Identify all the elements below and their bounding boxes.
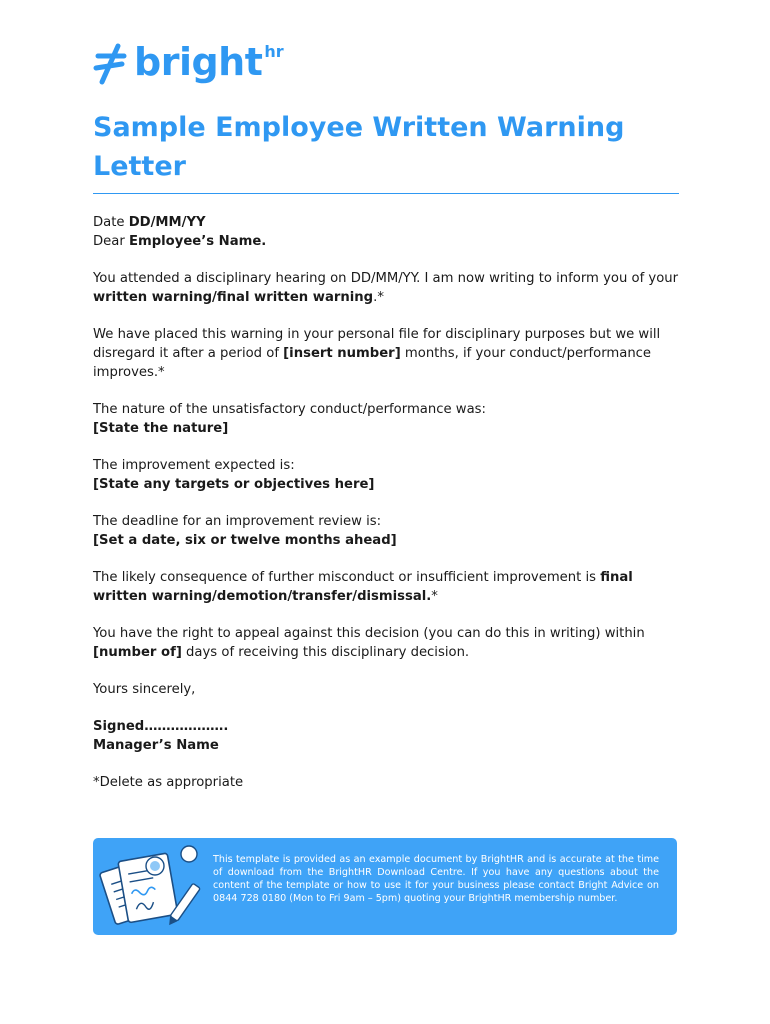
text-run: Yours sincerely, <box>93 682 196 697</box>
bold-text: Signed………………. <box>93 719 229 734</box>
text-run: *Delete as appropriate <box>93 775 244 790</box>
bold-text: [State the nature] <box>93 421 229 436</box>
letter-paragraph <box>93 400 683 438</box>
text-run: The likely consequence of further misconduct or insufficient improvement is <box>93 570 601 585</box>
document-certificate-icon <box>93 838 213 935</box>
letter-paragraph <box>93 325 683 382</box>
disclaimer-text: This template is provided as an example document by BrightHR and is accurate at the time of download from the BrightHR Download Centre. If you have any questions about the content of the template or how to use it for your business please contact Bright Advice on 0844 728 0180 (Mon to Fri 9am – 5pm) quoting your BrightHR membership number. <box>213 854 659 904</box>
letter-paragraph <box>93 269 683 307</box>
bold-text: [number of] <box>93 645 182 660</box>
bold-text: [insert number] <box>283 346 401 361</box>
bold-text: DD/MM/YY <box>128 215 206 230</box>
text-run: You have the right to appeal against this decision (you can do this in writing) within <box>93 626 645 641</box>
text-run: The nature of the unsatisfactory conduct/performance was: <box>93 402 486 417</box>
letter-paragraph <box>93 773 683 792</box>
text-run: We have placed this warning in your personal file for disciplinary purposes but we will disregard it after a period of <box>93 327 661 361</box>
text-run: .* <box>373 290 384 305</box>
text-run: The deadline for an improvement review is: <box>93 514 382 529</box>
text-run: months, if your conduct/performance improves.* <box>93 346 652 380</box>
letter-paragraph <box>93 456 683 494</box>
bold-text: [State any targets or objectives here] <box>93 477 375 492</box>
brighthr-star-icon <box>92 40 130 88</box>
logo-superscript: hr <box>264 42 284 61</box>
bold-text: final written warning/demotion/transfer/dismissal. <box>93 570 633 604</box>
letter-paragraph <box>93 717 683 755</box>
text-run: * <box>431 589 438 604</box>
letter-paragraph <box>93 680 683 699</box>
letter-paragraph <box>93 213 683 251</box>
letter-body <box>93 213 683 810</box>
letter-paragraph <box>93 568 683 606</box>
disclaimer-box <box>93 838 677 935</box>
text-run: Dear <box>93 234 129 249</box>
text-run: You attended a disciplinary hearing on DD/MM/YY. I am now writing to inform you of your <box>93 271 679 286</box>
bold-text: written warning/final written warning <box>93 290 374 305</box>
bold-text: [Set a date, six or twelve months ahead] <box>93 533 397 548</box>
brighthr-logo <box>92 40 284 90</box>
logo-wordmark: bright <box>134 40 263 84</box>
page-title: Sample Employee Written Warning Letter <box>93 112 625 182</box>
bold-text: Manager’s Name <box>93 738 219 753</box>
title-divider <box>93 193 679 194</box>
text-run: Date <box>93 215 129 230</box>
text-run: The improvement expected is: <box>93 458 295 473</box>
letter-paragraph <box>93 624 683 662</box>
bold-text: Employee’s Name. <box>128 234 267 249</box>
text-run: days of receiving this disciplinary decision. <box>181 645 470 660</box>
letter-paragraph <box>93 512 683 550</box>
